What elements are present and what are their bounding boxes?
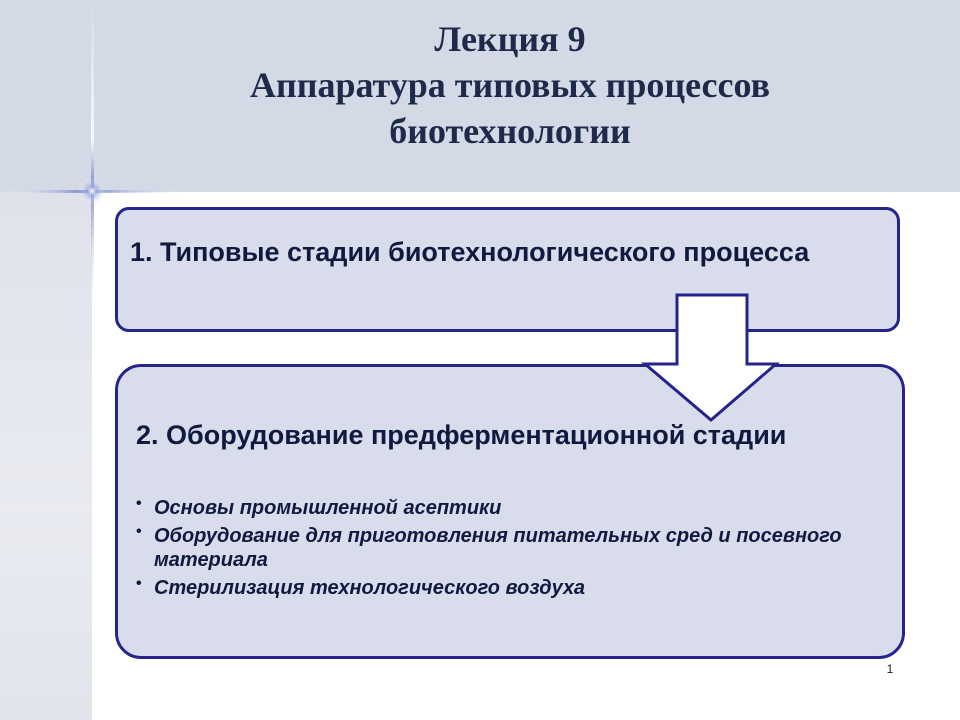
title-line-3: биотехнологии bbox=[389, 111, 631, 151]
bullet-dot: • bbox=[136, 575, 142, 592]
bullet-text: Стерилизация технологического воздуха bbox=[154, 577, 585, 599]
bullet-item bbox=[134, 576, 874, 600]
bullet-item bbox=[134, 524, 874, 572]
slide-title bbox=[150, 16, 870, 154]
stage-box-1 bbox=[115, 207, 900, 332]
stage-2-bullet-list bbox=[134, 496, 874, 604]
bullet-item bbox=[134, 496, 874, 520]
stage-2-heading: 2. Оборудование предферментационной стадии bbox=[136, 420, 787, 450]
stage-box-2 bbox=[115, 364, 905, 659]
down-arrow-icon bbox=[640, 292, 780, 424]
stage-1-heading: 1. Типовые стадии биотехнологического процесса bbox=[130, 237, 810, 267]
title-line-1: Лекция 9 bbox=[434, 19, 586, 59]
title-line-2: Аппаратура типовых процессов bbox=[249, 65, 771, 105]
bullet-text: Оборудование для приготовления питательных сред и посевного материала bbox=[154, 525, 842, 571]
bullet-dot: • bbox=[136, 523, 142, 540]
page-number: 1 bbox=[886, 662, 894, 676]
left-band bbox=[0, 192, 92, 720]
bullet-dot: • bbox=[136, 495, 142, 512]
bullet-text: Основы промышленной асептики bbox=[154, 497, 502, 519]
